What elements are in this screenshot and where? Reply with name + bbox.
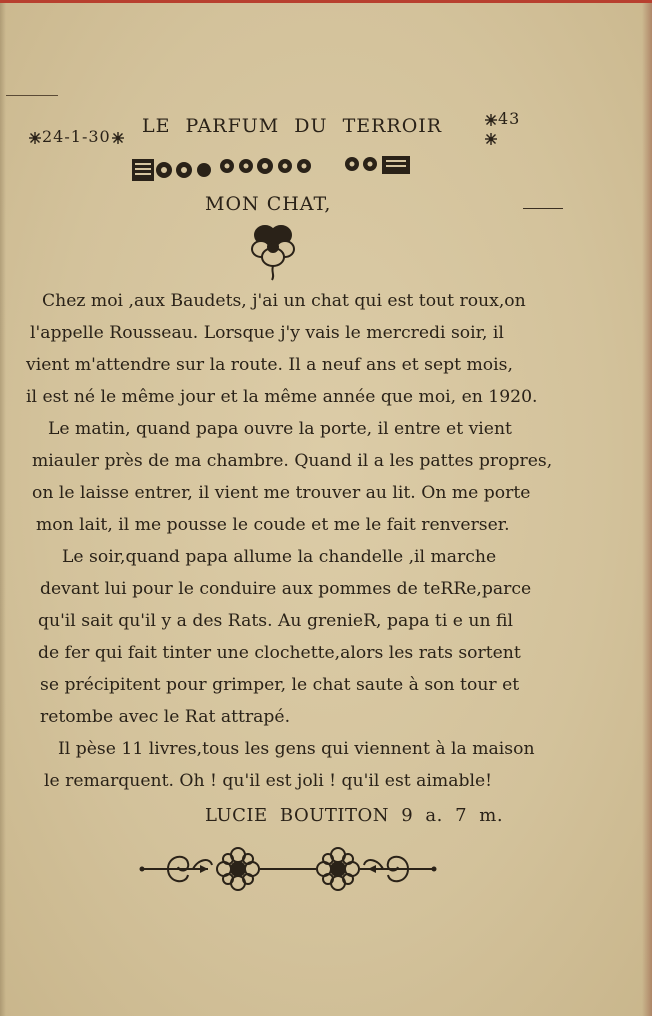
body-line: l'appelle Rousseau. Lorsque j'y vais le mercredi soir, il <box>30 323 504 343</box>
floral-vignette <box>138 841 438 897</box>
article-body <box>24 285 584 797</box>
body-line: il est né le même jour et la même année que moi, en 1920. <box>26 387 538 407</box>
body-line: Le soir,quand papa allume la chandelle ,il marche <box>62 547 497 567</box>
body-line: mon lait, il me pousse le coude et me le fait renverser. <box>36 515 510 535</box>
body-line: devant lui pour le conduire aux pommes de teRRe,parce <box>40 579 532 599</box>
header-date-group <box>28 127 125 146</box>
left-dash <box>6 95 58 96</box>
body-line: se précipitent pour grimper, le chat saute à son tour et <box>40 675 520 695</box>
right-dash <box>523 208 563 209</box>
header-page-group <box>484 109 528 147</box>
page-left-edge <box>0 3 6 1016</box>
body-line: retombe avec le Rat attrapé. <box>40 707 291 727</box>
body-line: on le laisse entrer, il vient me trouver au lit. On me porte <box>32 483 531 503</box>
asterisk-flower-icon <box>484 113 498 127</box>
pansy-flower-icon <box>250 223 296 281</box>
page-right-edge <box>642 3 652 1016</box>
body-line: Chez moi ,aux Baudets, j'ai un chat qui est tout roux,on <box>42 291 526 311</box>
asterisk-flower-icon <box>484 132 498 146</box>
header-date: 24-1-30 <box>42 127 111 146</box>
body-line: le remarquent. Oh ! qu'il est joli ! qu'il est aimable! <box>44 771 493 791</box>
body-line: miauler près de ma chambre. Quand il a les pattes propres, <box>32 451 553 471</box>
body-line: de fer qui fait tinter une clochette,alors les rats sortent <box>38 643 521 663</box>
asterisk-flower-icon <box>111 131 125 145</box>
body-line: qu'il sait qu'il y a des Rats. Au grenieR, papa ti e un fil <box>38 611 513 631</box>
decorative-ornament-band <box>130 153 415 185</box>
body-line: Il pèse 11 livres,tous les gens qui viennent à la maison <box>58 739 535 759</box>
asterisk-flower-icon <box>28 131 42 145</box>
header-title: LE PARFUM DU TERROIR <box>142 115 443 137</box>
author-signature: LUCIE BOUTITON 9 a. 7 m. <box>205 805 504 826</box>
article-title: MON CHAT, <box>205 193 332 215</box>
body-line: Le matin, quand papa ouvre la porte, il entre et vient <box>48 419 512 439</box>
page-number: 43 <box>498 109 521 128</box>
running-header <box>8 107 528 147</box>
body-line: vient m'attendre sur la route. Il a neuf ans et sept mois, <box>26 355 513 375</box>
